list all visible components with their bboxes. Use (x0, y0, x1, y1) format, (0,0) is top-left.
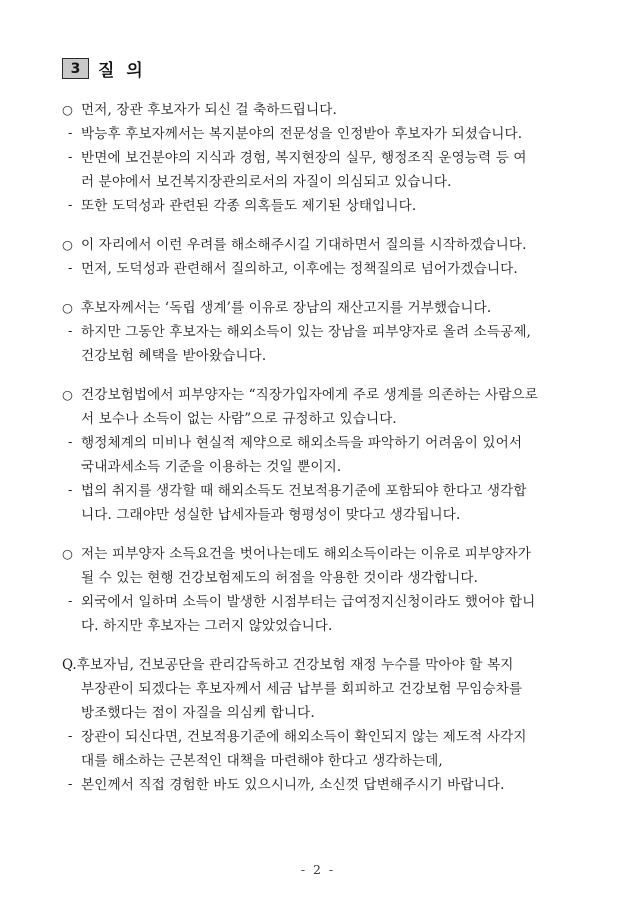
text-line (62, 455, 572, 479)
line-text: 본인께서 직접 경험한 바도 있으시니까, 소신껏 답변해주시기 바랍니다. (81, 777, 505, 793)
line-text: 서 보수나 소득이 없는 사람”으로 규정하고 있습니다. (81, 411, 397, 427)
line-text: 저는 피부양자 소득요건을 벗어나는데도 해외소득이라는 이유로 피부양자가 (81, 546, 531, 562)
line-text: 러 분야에서 보건복지장관의로서의 자질이 의심되고 있습니다. (81, 174, 452, 190)
text-line (62, 194, 572, 218)
block-health-insurance-law (62, 383, 572, 527)
text-line (62, 614, 572, 638)
page-title: 질 의 (98, 61, 146, 81)
line-text: 국내과세소득 기준을 이용하는 것일 뿐이지. (81, 459, 342, 475)
bullet-dash-icon: - (68, 435, 73, 450)
text-line (62, 677, 572, 701)
line-text: 니다. 그래야만 성실한 납세자들과 형평성이 맞다고 생각됩니다. (81, 507, 461, 523)
text-line (62, 122, 572, 146)
text-line (62, 479, 572, 503)
line-text: 건강보험 혜택을 받아왔습니다. (81, 348, 267, 364)
text-line (62, 344, 572, 368)
bullet-dash-icon: - (68, 594, 73, 609)
line-text: 행정체계의 미비나 현실적 제약으로 해외소득을 파악하기 어려움이 있어서 (81, 435, 523, 451)
line-text: 이 자리에서 이런 우려를 해소해주시길 기대하면서 질의를 시작하겠습니다. (81, 237, 527, 253)
bullet-dash-icon: - (68, 126, 73, 141)
bullet-circle-icon: ○ (62, 102, 73, 117)
line-text: 될 수 있는 현행 건강보험제도의 허점을 악용한 것이라 생각합니다. (81, 570, 479, 586)
bullet-dash-icon: - (68, 729, 73, 744)
block-opening (62, 233, 572, 281)
question-label: Q. (62, 657, 77, 673)
text-line (62, 749, 572, 773)
text-line (62, 701, 572, 725)
text-line (62, 257, 572, 281)
block-independent-living (62, 296, 572, 368)
bullet-dash-icon: - (68, 777, 73, 792)
line-text: 반면에 보건분야의 지식과 경험, 복지현장의 실무, 행정조직 운영능력 등 여 (81, 150, 527, 166)
text-line (62, 566, 572, 590)
text-line (62, 590, 572, 614)
section-header (62, 56, 146, 81)
bullet-dash-icon: - (68, 324, 73, 339)
text-line (62, 725, 572, 749)
line-text: 후보자께서는 ‘독립 생계’를 이유로 장남의 재산고지를 거부했습니다. (81, 300, 492, 316)
section-number-box: 3 (62, 58, 89, 79)
line-text: 먼저, 도덕성과 관련해서 질의하고, 이후에는 정책질의로 넘어가겠습니다. (81, 261, 518, 277)
line-text: 부장관이 되겠다는 후보자께서 세금 납부를 회피하고 건강보험 무임승차를 (81, 681, 523, 697)
bullet-dash-icon: - (68, 483, 73, 498)
line-text: 외국에서 일하며 소득이 발생한 시점부터는 급여정지신청이라도 했어야 합니 (81, 594, 536, 610)
bullet-circle-icon: ○ (62, 300, 73, 315)
text-line (62, 431, 572, 455)
text-line (62, 653, 572, 677)
line-text: 먼저, 장관 후보자가 되신 걸 축하드립니다. (81, 102, 337, 118)
text-line (62, 383, 572, 407)
document-body (62, 98, 572, 797)
text-line (62, 296, 572, 320)
page-number-footer: - 2 - (300, 862, 336, 877)
bullet-circle-icon: ○ (62, 546, 73, 561)
line-text: 하지만 그동안 후보자는 해외소득이 있는 장남을 피부양자로 올려 소득공제, (81, 324, 531, 340)
text-line (62, 407, 572, 431)
text-line (62, 542, 572, 566)
line-text: 또한 도덕성과 관련된 각종 의혹들도 제기된 상태입니다. (81, 198, 417, 214)
bullet-circle-icon: ○ (62, 387, 73, 402)
text-line (62, 170, 572, 194)
text-line (62, 146, 572, 170)
line-text: 다. 하지만 후보자는 그러지 않았었습니다. (81, 618, 333, 634)
block-congratulation (62, 98, 572, 218)
text-line (62, 773, 572, 797)
text-line (62, 98, 572, 122)
block-question (62, 653, 572, 797)
line-text: 후보자님, 건보공단을 관리감독하고 건강보험 재정 누수를 막아야 할 복지 (76, 657, 514, 673)
bullet-dash-icon: - (68, 198, 73, 213)
block-loophole (62, 542, 572, 638)
bullet-dash-icon: - (68, 261, 73, 276)
line-text: 대를 해소하는 근본적인 대책을 마련해야 한다고 생각하는데, (81, 753, 443, 769)
text-line (62, 320, 572, 344)
bullet-dash-icon: - (68, 150, 73, 165)
line-text: 박능후 후보자께서는 복지분야의 전문성을 인정받아 후보자가 되셨습니다. (81, 126, 523, 142)
text-line (62, 503, 572, 527)
line-text: 건강보험법에서 피부양자는 “직장가입자에게 주로 생계를 의존하는 사람으로 (81, 387, 538, 403)
line-text: 방조했다는 점이 자질을 의심케 합니다. (81, 705, 315, 721)
line-text: 장관이 되신다면, 건보적용기준에 해외소득이 확인되지 않는 제도적 사각지 (81, 729, 527, 745)
text-line (62, 233, 572, 257)
line-text: 법의 취지를 생각할 때 해외소득도 건보적용기준에 포함되야 한다고 생각합 (81, 483, 527, 499)
bullet-circle-icon: ○ (62, 237, 73, 252)
